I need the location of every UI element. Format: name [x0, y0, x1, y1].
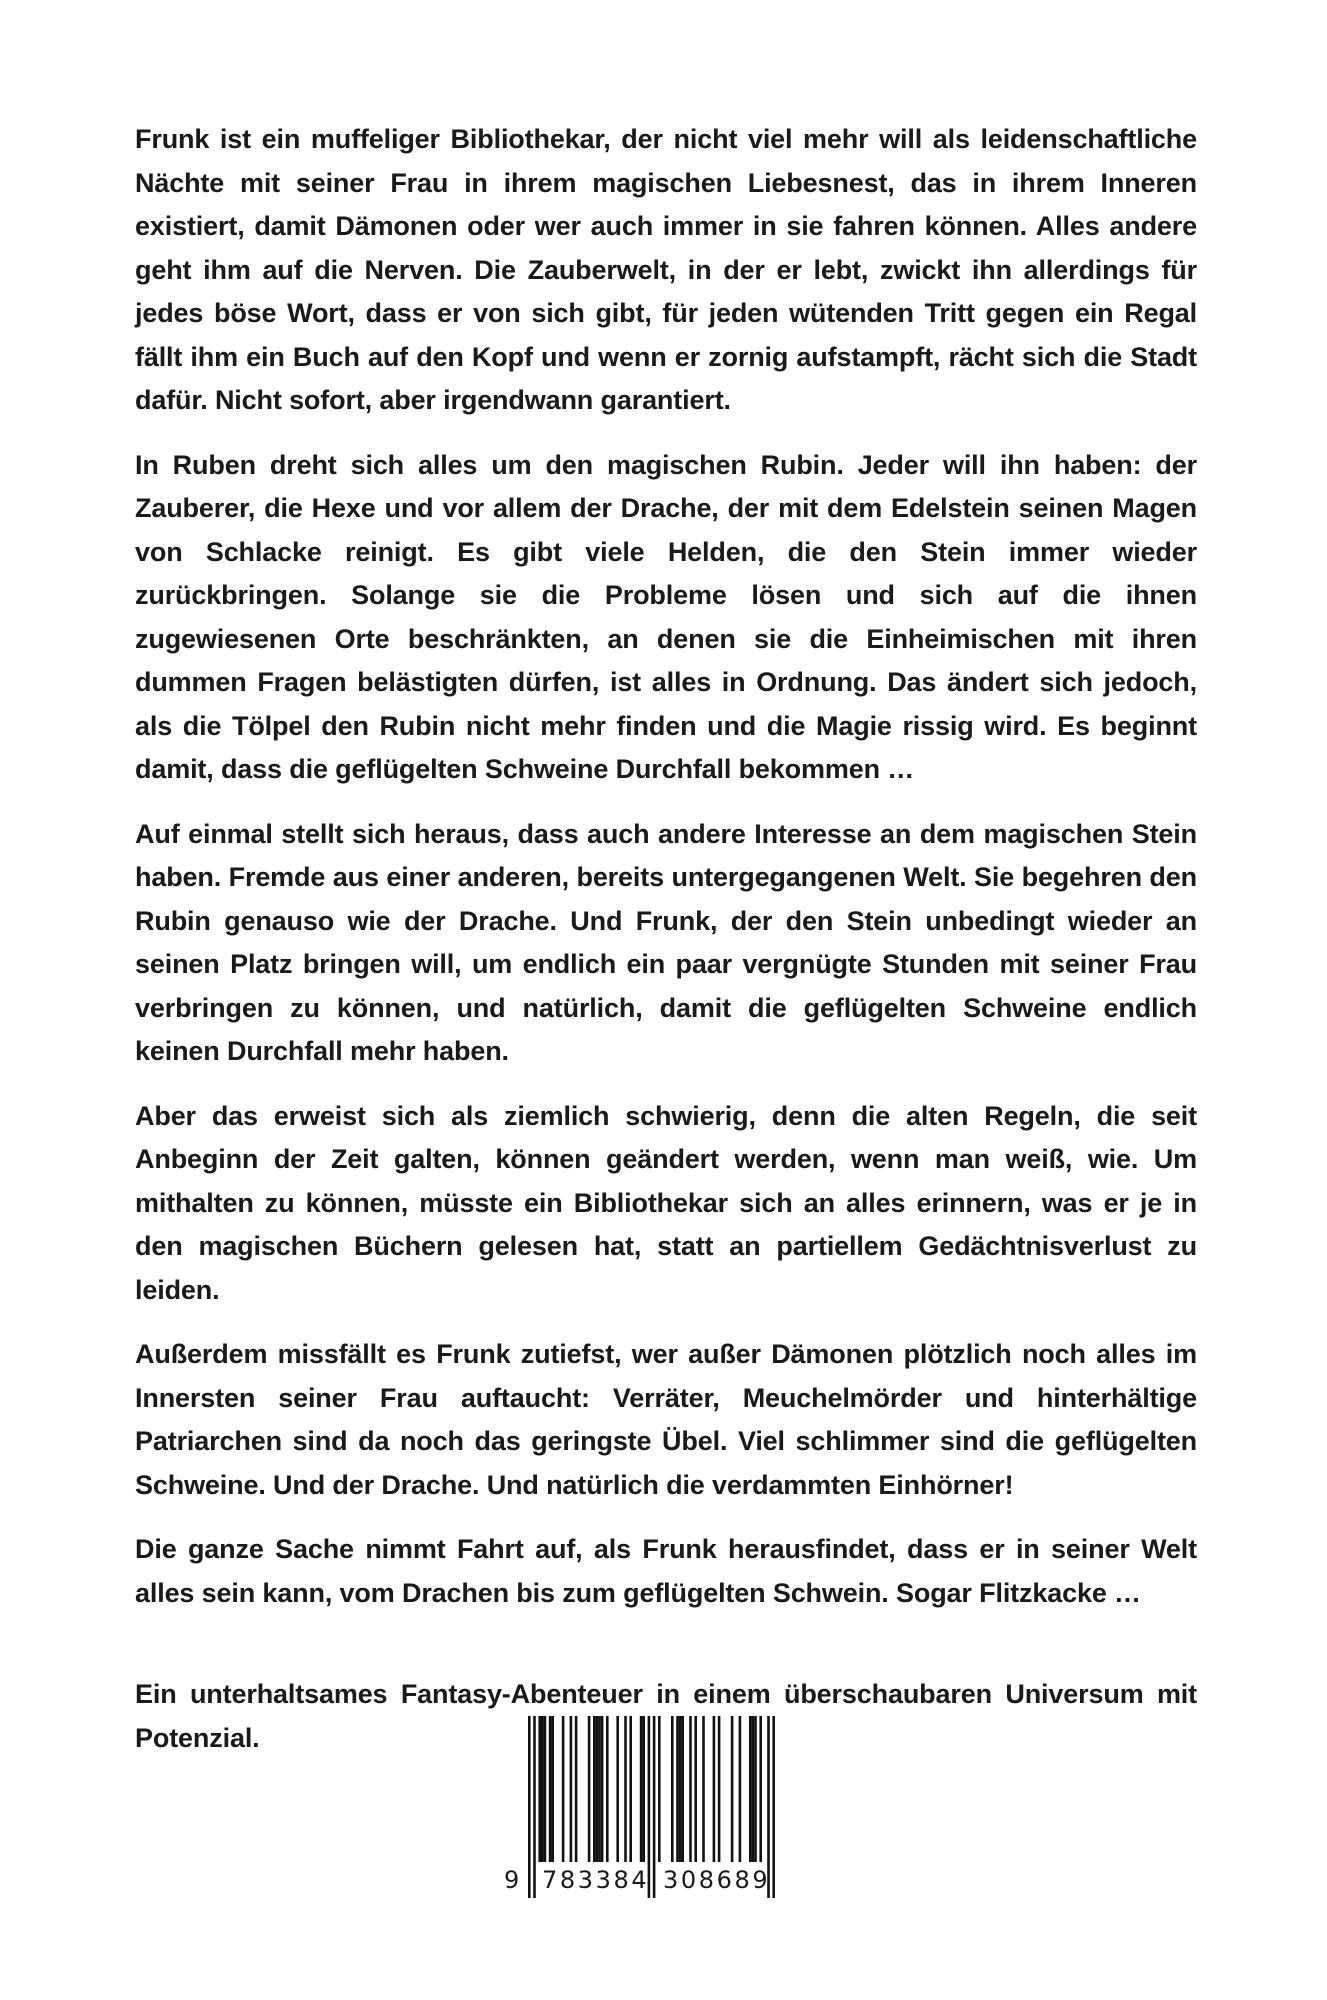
barcode-bar [731, 1716, 734, 1862]
barcode-bar [694, 1716, 697, 1862]
barcode-bar [616, 1716, 619, 1862]
barcode-bar [541, 1716, 544, 1862]
blurb-paragraph-2: In Ruben dreht sich alles um den magischen Rubin. Jeder will ihn haben: der Zauberer, die Hexe und vor allem der Drache, der mit dem Edelstein seinen Magen von Schlacke reinigt. Es gibt viele Helden, die den Stein immer wieder zurückbringen. Solange sie die Probleme lösen und sich auf die ihnen zugewiesenen Orte beschränkten, an denen sie die Einheimischen mit ihren dummen Fragen belästigten dürfen, ist alles in Ordnung. Das ändert sich jedoch, als die Tölpel den Rubin nicht mehr finden und die Magie rissig wird. Es beginnt damit, dass die geflügelten Schweine Durchfall bekommen … [135, 449, 1197, 784]
barcode-bar [570, 1716, 573, 1862]
barcode-bar [752, 1716, 755, 1862]
tagline: Ein unterhaltsames Fantasy-Abenteuer in einem überschaubaren Universum mit Potenzial. [135, 1679, 1197, 1753]
barcode-bar [642, 1716, 645, 1862]
barcode-bar [679, 1716, 682, 1862]
blurb-paragraph-1: Frunk ist ein muffeliger Bibliothekar, der nicht viel mehr will als leidenschaftliche Nächte mit seiner Frau in ihrem magischen Liebesnest, das in ihrem Inneren existiert, damit Dämonen oder wer auch immer in sie fahren können. Alles andere geht ihm auf die Nerven. Die Zauberwelt, in der er lebt, zwickt ihn allerdings für jedes böse Wort, dass er von sich gibt, für jeden wütenden Tritt gegen ein Regal fällt ihm ein Buch auf den Kopf und wenn er zornig aufstampft, rächt sich die Stadt dafür. Nicht sofort, aber irgendwann garantiert. [135, 124, 1197, 415]
barcode-bar [713, 1716, 716, 1862]
barcode-bar [588, 1716, 591, 1862]
barcode-bar [575, 1716, 578, 1862]
barcode-bar [551, 1716, 554, 1862]
blurb-paragraph-6: Die ganze Sache nimmt Fahrt auf, als Frunk herausfindet, dass er in seiner Welt alles sein kann, vom Drachen bis zum geflügelten Schwein. Sogar Flitzkacke … [135, 1534, 1197, 1608]
barcode-bar [759, 1716, 762, 1862]
barcode-bar [549, 1716, 552, 1862]
barcode-bar [702, 1716, 705, 1862]
barcode-bar [718, 1716, 721, 1862]
barcode-bar [624, 1716, 627, 1862]
barcode-bar [544, 1716, 547, 1862]
barcode-bar [601, 1716, 604, 1862]
barcode-first-digit: 9 [504, 1866, 522, 1894]
blurb-paragraph-3: Auf einmal stellt sich heraus, dass auch andere Interesse an dem magischen Stein haben. Fremde aus einer anderen, bereits untergegangenen Welt. Sie begehren den Rubin genauso wie der Drache. Und Frunk, der den Stein unbedingt wieder an seinen Platz bringen will, um endlich ein paar vergnügte Stunden mit seiner Frau verbringen zu können, und natürlich, damit die geflügelten Schweine endlich keinen Durchfall mehr haben. [135, 818, 1197, 1066]
barcode-bar [562, 1716, 565, 1862]
isbn-barcode [502, 1710, 795, 1915]
barcode-bar [676, 1716, 679, 1862]
barcode-bar [640, 1716, 643, 1862]
barcode-bar [658, 1716, 661, 1862]
barcode-bar [681, 1716, 684, 1862]
barcode-bar [593, 1716, 596, 1862]
blurb-paragraph-5: Außerdem missfällt es Frunk zutiefst, wer außer Dämonen plötzlich noch alles im Innersten seiner Frau auftaucht: Verräter, Meuchelmörder und hinterhältige Patriarchen sind da noch das geringste Übel. Viel schlimmer sind die geflügelten Schweine. Und der Drache. Und natürlich die verdammten Einhörner! [135, 1339, 1197, 1500]
barcode-right-digits: 308689 [663, 1866, 771, 1894]
barcode-bar [671, 1716, 674, 1862]
barcode-bar [754, 1716, 757, 1862]
barcode-bar [598, 1716, 601, 1862]
barcode-bar [689, 1716, 692, 1862]
barcode-bar [739, 1716, 742, 1862]
barcode-bar [749, 1716, 752, 1862]
barcode-bar [596, 1716, 599, 1862]
barcode-bar [606, 1716, 609, 1862]
back-cover-text [135, 118, 1197, 1781]
barcode-left-digits: 783384 [542, 1866, 650, 1894]
barcode-bar [538, 1716, 541, 1862]
barcode-digits [502, 1860, 795, 1904]
blurb-paragraph-4: Aber das erweist sich als ziemlich schwierig, denn die alten Regeln, die seit Anbeginn der Zeit galten, können geändert werden, wenn man weiß, wie. Um mithalten zu können, müsste ein Bibliothekar sich an alles erinnern, was er je in den magischen Büchern gelesen hat, statt an partiellem Gedächtnisverlust zu leiden. [135, 1100, 1197, 1305]
barcode-bar [629, 1716, 632, 1862]
